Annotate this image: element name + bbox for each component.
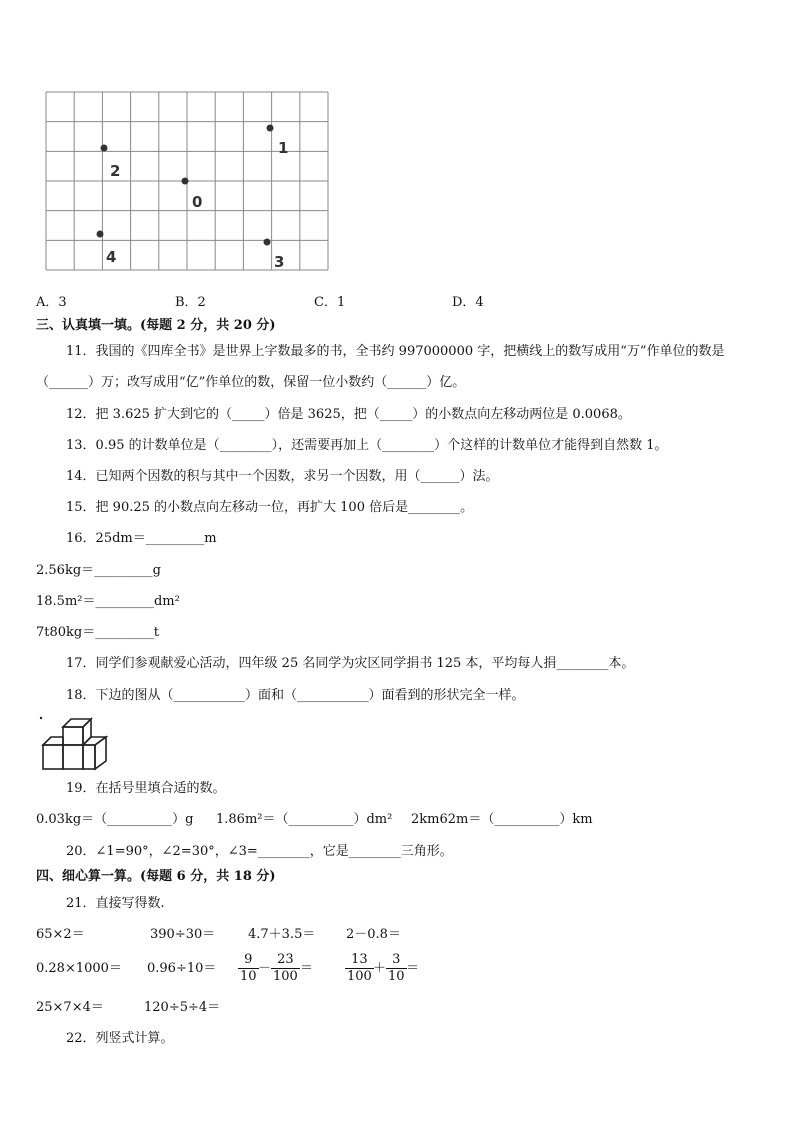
grid-point-1 xyxy=(267,125,274,132)
calc-r1-4: 2－0.8＝ xyxy=(346,927,401,942)
question-22: 22．列竖式计算。 xyxy=(66,1031,174,1046)
fraction-9-10: $\frac{9}{10}$ xyxy=(240,952,257,984)
question-16-b: 2.56kg＝_________g xyxy=(36,563,161,578)
option-d[interactable]: D．4 xyxy=(452,295,484,310)
grid-label-0: 0 xyxy=(192,193,203,211)
grid-label-4: 4 xyxy=(106,248,117,266)
question-16-c: 18.5m²＝_________dm² xyxy=(36,594,180,609)
cube-stack-figure xyxy=(36,715,112,773)
question-11-line1: 11．我国的《四库全书》是世界上字数最多的书，全书约 997000000 字，把横线上的数写成用“万”作单位的数是 xyxy=(66,344,725,359)
calc-r3-2: 120÷5÷4＝ xyxy=(144,1000,221,1015)
question-19: 19．在括号里填合适的数。 xyxy=(66,781,226,796)
question-16: 16．25dm＝_________m xyxy=(66,531,217,546)
calc-r2-2: 0.96÷10＝ xyxy=(147,961,217,976)
grid-point-4 xyxy=(97,231,104,238)
question-20: 20．∠1=90°，∠2=30°，∠3=________，它是________三角形。 xyxy=(66,844,453,859)
fraction-op-minus: － xyxy=(258,961,272,976)
question-19-b: 1.86m²＝（__________）dm² xyxy=(216,812,393,827)
question-15: 15．把 90.25 的小数点向左移动一位，再扩大 100 倍后是________。 xyxy=(66,500,474,515)
option-c[interactable]: C．1 xyxy=(314,295,346,310)
grid-label-2: 2 xyxy=(110,162,121,180)
question-17: 17．同学们参观献爱心活动，四年级 25 名同学为灾区同学捐书 125 本，平均每人捐________本。 xyxy=(66,656,635,671)
question-12: 12．把 3.625 扩大到它的（_____）倍是 3625，把（_____）的小数点向左移动两位是 0.0068。 xyxy=(66,407,631,422)
calc-r1-3: 4.7＋3.5＝ xyxy=(248,927,316,942)
question-19-c: 2km62m＝（__________）km xyxy=(411,812,593,827)
fraction-3-10: $\frac{3}{10}$ xyxy=(388,952,405,984)
question-13: 13．0.95 的计数单位是（________），还需要再加上（________）个这样的计数单位才能得到自然数 1。 xyxy=(66,438,668,453)
calc-r1-2: 390÷30＝ xyxy=(150,927,216,942)
grid-point-0 xyxy=(182,178,189,185)
fraction-13-100: $\frac{13}{100}$ xyxy=(347,952,372,984)
question-14: 14．已知两个因数的积与其中一个因数，求另一个因数，用（______）法。 xyxy=(66,469,499,484)
grid-label-1: 1 xyxy=(278,139,289,157)
grid-point-2 xyxy=(101,145,108,152)
grid-point-3 xyxy=(264,239,271,246)
fraction-eq-2: ＝ xyxy=(406,961,420,976)
question-16-d: 7t80kg＝_________t xyxy=(36,625,159,640)
calc-r1-1: 65×2＝ xyxy=(36,927,85,942)
section4-heading: 四、细心算一算。(每题 6 分，共 18 分) xyxy=(36,869,276,884)
question-19-a: 0.03kg＝（__________）g xyxy=(36,812,194,827)
question-18: 18．下边的图从（___________）面和（___________）面看到的形状完全一样。 xyxy=(66,688,525,703)
fraction-eq-1: ＝ xyxy=(300,961,314,976)
option-a[interactable]: A．3 xyxy=(36,295,67,310)
question-21: 21．直接写得数. xyxy=(66,896,165,911)
coordinate-grid-figure xyxy=(44,90,330,272)
calc-r2-1: 0.28×1000＝ xyxy=(36,961,122,976)
section3-heading: 三、认真填一填。(每题 2 分，共 20 分) xyxy=(36,318,276,333)
fraction-23-100: $\frac{23}{100}$ xyxy=(273,952,298,984)
calc-r3-1: 25×7×4＝ xyxy=(36,1000,104,1015)
option-b[interactable]: B．2 xyxy=(175,295,206,310)
fraction-op-plus: ＋ xyxy=(373,961,387,976)
grid-label-3: 3 xyxy=(274,253,285,271)
question-11-line2: （______）万；改写成用“亿”作单位的数，保留一位小数约（______）亿。 xyxy=(36,375,466,390)
